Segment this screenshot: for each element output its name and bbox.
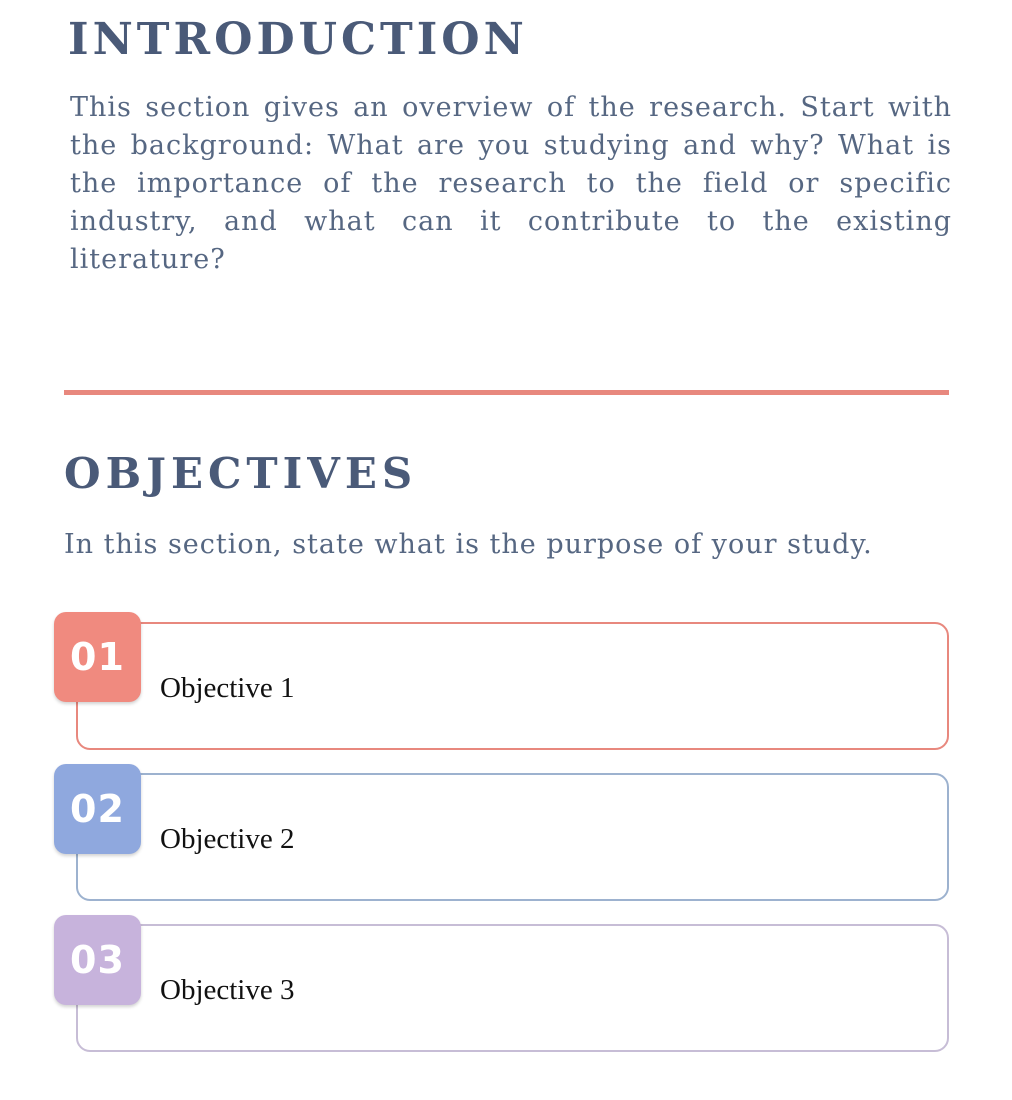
objective-2-label: Objective 2 — [160, 823, 295, 855]
objectives-heading: OBJECTIVES — [64, 449, 418, 498]
objective-1-label: Objective 1 — [160, 672, 295, 704]
objective-3-number-badge: 03 — [54, 915, 141, 1005]
objective-1-number-badge: 01 — [54, 612, 141, 702]
introduction-paragraph: This section gives an overview of the research. Start with the background: What are you studying and why? What is the importance of the research to the field or specific industry, and what can it contribute to the existing literature? — [70, 92, 952, 275]
objective-3-label: Objective 3 — [160, 974, 295, 1006]
objectives-paragraph: In this section, state what is the purpose of your study. — [64, 529, 873, 560]
introduction-heading: INTRODUCTION — [68, 14, 528, 65]
objective-2-number-badge: 02 — [54, 764, 141, 854]
section-divider — [64, 390, 949, 395]
